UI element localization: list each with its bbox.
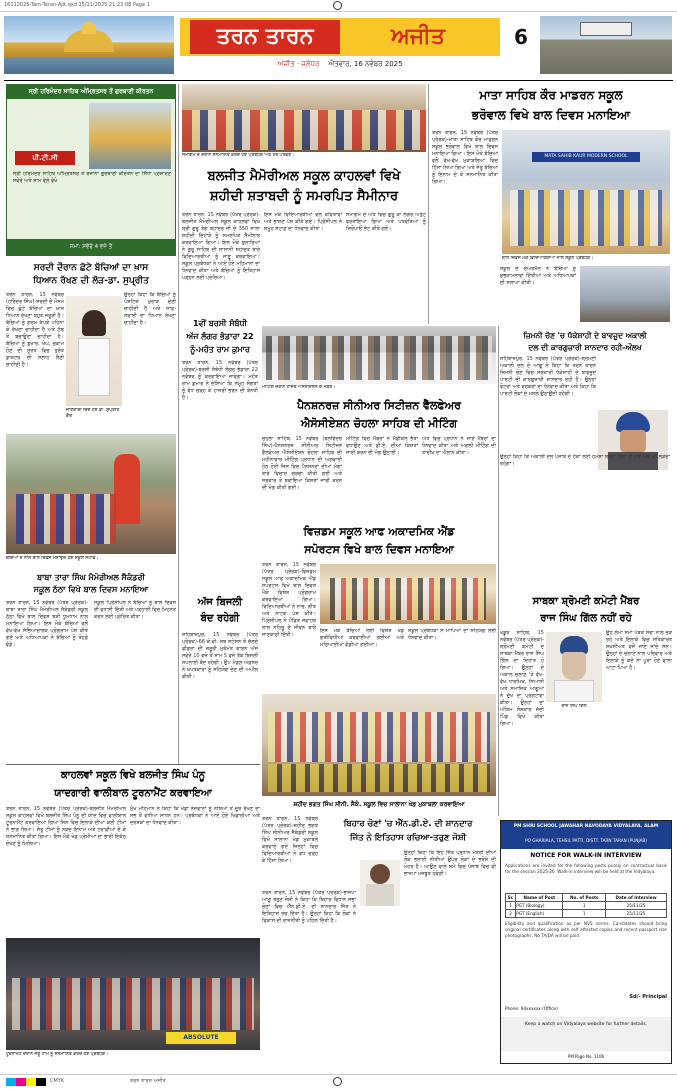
edition-label: ਅਜੀਤ [277, 60, 295, 68]
table-header-cell: No. of Posts [563, 894, 606, 902]
print-file-info: 16112025-Tarn-Taran-Ajit.qxd 15/11/2025 21:23:08 Page 1 [4, 2, 150, 8]
interview-ad-school: PM SHRI SCHOOL JAWAHAR NAVODAYA VIDYALAYA, ALAM [513, 824, 659, 829]
baba-tara-headline-2: ਸਕੂਲ ਠੱਠਾ ਵਿਖੇ ਬਾਲ ਦਿਵਸ ਮਨਾਇਆ [33, 585, 149, 594]
left-ad[interactable] [6, 84, 176, 256]
table-cell: 1 [563, 902, 606, 910]
table-row [506, 910, 667, 918]
baba-tara-body: ਤਰਨ ਤਾਰਨ, 15 ਨਵੰਬਰ (ਪੱਤਰ ਪ੍ਰੇਰਕ)-ਬਾਬਾ ਤਾਰਾ ਸਿੰਘ ਮੈਮੋਰੀਅਲ ਸੈਕੰਡਰੀ ਸਕੂਲ ਠੱਠਾ ਵਿਖੇ ਬਾਲ ਦਿਵਸ ਬੜੀ ਧੂਮਧਾਮ ਨਾਲ ਮਨਾਇਆ ਗਿਆ। ਇਸ ਮੌਕੇ ਬੱਚਿਆਂ ਵਲੋਂ ਵੱਖ-ਵੱਖ ਸੱਭਿਆਚਾਰਕ ਪ੍ਰੋਗਰਾਮ ਪੇਸ਼ ਕੀਤੇ ਗਏ ਅਤੇ ਅਧਿਆਪਕਾਂ ਨੇ ਬੱਚਿਆਂ ਨੂੰ ਤੋਹਫ਼ੇ ਵੰਡੇ। [6, 600, 88, 648]
pensioners-body-col2: ਮੀਟਿੰਗ ਵਿਚ ਮੈਂਬਰਾਂ ਨੇ ਮੈਡੀਕਲ ਭੱਤਾ ਵਧਾਉਣ ਅਤੇ ਡੀ.ਏ. ਦੀਆਂ ਕਿਸ਼ਤਾਂ ਜਾਰੀ ਕਰਨ ਦੀ ਮੰਗ ਉਠਾਈ। [346, 436, 418, 456]
volleyball-caption: ਟੂਰਨਾਮੈਂਟ ਦੌਰਾਨ ਜੇਤੂ ਟੀਮ ਨੂੰ ਸਨਮਾਨਿਤ ਕਰਦੇ ਹੋਏ ਪ੍ਰਬੰਧਕ। [6, 1052, 109, 1057]
winter-kids-caption: ਜਾਣਕਾਰੀ ਦਿੰਦੇ ਹੋਏ ਡਾ. ਸੁਪ੍ਰੀਤ ਕੌਰ [66, 408, 120, 419]
print-strip [0, 0, 677, 12]
baljit-seminar-photo [182, 84, 426, 152]
pensioners-headline-2: ਐਸੋਸੀਏਸ਼ਨ ਚੋਹਲਾ ਸਾਹਿਬ ਦੀ ਮੀਟਿੰਗ [301, 417, 457, 430]
table-row [506, 902, 667, 910]
baljit-seminar-body: ਤਰਨ ਤਾਰਨ, 15 ਨਵੰਬਰ (ਪੱਤਰ ਪ੍ਰੇਰਕ)-ਬਲਜੀਤ ਮੈਮੋਰੀਅਲ ਸਕੂਲ ਕਾਹਲਵਾਂ ਵਿਖੇ ਸ੍ਰੀ ਗੁਰੂ ਤੇਗ ਬਹਾਦਰ ਜੀ ਦੇ 350 ਸਾਲਾ ਸ਼ਹੀਦੀ ਦਿਹਾੜੇ ਨੂੰ ਸਮਰਪਿਤ ਸੈਮੀਨਾਰ ਕਰਵਾਇਆ ਗਿਆ। ਇਸ ਮੌਕੇ ਬੁਲਾਰਿਆਂ ਨੇ ਗੁਰੂ ਸਾਹਿਬ ਦੀ ਲਾਸਾਨੀ ਸ਼ਹਾਦਤ ਬਾਰੇ ਵਿਦਿਆਰਥੀਆਂ ਨੂੰ ਜਾਣੂ ਕਰਵਾਇਆ। ਸਕੂਲ ਪ੍ਰਬੰਧਕਾਂ ਨੇ ਆਏ ਹੋਏ ਮਹਿਮਾਨਾਂ ਦਾ ਧੰਨਵਾਦ ਕੀਤਾ ਅਤੇ ਬੱਚਿਆਂ ਨੂੰ ਇਤਿਹਾਸ ਪੜ੍ਹਨ ਲਈ ਪ੍ਰੇਰਿਆ। [182, 212, 260, 281]
sgpc-member-photo [546, 632, 602, 702]
interview-ad-header [501, 821, 671, 849]
interview-ad-ref: PM Page No. 1106 [567, 1054, 605, 1059]
masthead-rule [4, 80, 673, 81]
wisdom-body-col3: ਸਕੂਲ ਪ੍ਰਬੰਧਕਾਂ ਨੇ ਮਾਪਿਆਂ ਦਾ ਸਹਿਯੋਗ ਲਈ ਧੰਨਵਾਦ ਕੀਤਾ। [408, 628, 496, 641]
interview-ad-signature: Sd/- Principal [629, 994, 667, 1000]
interview-ad[interactable] [500, 820, 672, 1064]
winter-kids-body-col2: ਉਨ੍ਹਾਂ ਕਿਹਾ ਕਿ ਬੱਚਿਆਂ ਨੂੰ ਪੌਸ਼ਟਿਕ ਖੁਰਾਕ ਦੇਣੀ ਚਾਹੀਦੀ ਹੈ ਅਤੇ ਸਾਫ਼-ਸਫ਼ਾਈ ਦਾ ਧਿਆਨ ਰੱਖਣਾ ਚਾਹੀਦਾ ਹੈ। [124, 292, 176, 326]
bijli-headline-2: ਬੰਦ ਰਹੇਗੀ [200, 613, 240, 624]
masthead-banner [180, 18, 500, 56]
color-bar [6, 1078, 46, 1086]
table-header-cell: Date of Interview [606, 894, 667, 902]
building-image [540, 16, 672, 74]
mata-sahib-headline-2: ਭਰੋਵਾਲ ਵਿਖੇ ਬਾਲ ਦਿਵਸ ਮਨਾਇਆ [471, 108, 631, 122]
column-rule-2 [428, 84, 429, 324]
sgpc-body: ਖਡੂਰ ਸਾਹਿਬ, 15 ਨਵੰਬਰ (ਪੱਤਰ ਪ੍ਰੇਰਕ)-ਸ਼੍ਰੋਮਣੀ ਕਮੇਟੀ ਦੇ ਸਾਬਕਾ ਮੈਂਬਰ ਰਾਜ ਸਿੰਘ ਗਿੱਲ ਦਾ ਦਿਹਾਂਤ ਹੋ ਗਿਆ। ਉਨ੍ਹਾਂ ਦੇ ਅਕਾਲ ਚਲਾਣੇ 'ਤੇ ਵੱਖ-ਵੱਖ ਧਾਰਮਿਕ, ਸਿਆਸੀ ਅਤੇ ਸਮਾਜਿਕ ਆਗੂਆਂ ਨੇ ਦੁੱਖ ਦਾ ਪ੍ਰਗਟਾਵਾ ਕੀਤਾ। ਉਨ੍ਹਾਂ ਦਾ ਅੰਤਿਮ ਸੰਸਕਾਰ ਜੱਦੀ ਪਿੰਡ ਵਿਖੇ ਕੀਤਾ ਗਿਆ। [500, 630, 544, 727]
interview-ad-contact: Phone: 94xxxxxx (Office) [505, 1006, 558, 1011]
langar-body: ਤਰਨ ਤਾਰਨ, 15 ਨਵੰਬਰ (ਪੱਤਰ ਪ੍ਰੇਰਕ)-ਬਰਸੀ ਸੰਬੰਧੀ ਲੰਗਰ ਭੰਡਾਰਾ 22 ਨਵੰਬਰ ਨੂੰ ਕਰਵਾਇਆ ਜਾਵੇਗਾ। ਮਹੰਤ ਰਾਮ ਕੁਮਾਰ ਨੇ ਦੱਸਿਆ ਕਿ ਸਮੂਹ ਸੰਗਤਾਂ ਨੂੰ ਵੱਧ ਚੜ੍ਹ ਕੇ ਹਾਜ਼ਰੀ ਭਰਨ ਦੀ ਬੇਨਤੀ ਹੈ। [182, 360, 258, 401]
bijli-body: ਸ਼ਹਿਬਾਜ਼ਪੁਰ, 15 ਨਵੰਬਰ (ਪੱਤਰ ਪ੍ਰੇਰਕ)-66 ਕੇ.ਵੀ. ਸਬ ਸਟੇਸ਼ਨ ਤੋਂ ਚੱਲਦੇ ਫੀਡਰਾਂ ਦੀ ਜ਼ਰੂਰੀ ਮੁਰੰਮਤ ਕਾਰਨ ਅੱਜ ਸਵੇਰੇ 10 ਵਜੇ ਤੋਂ ਸ਼ਾਮ 5 ਵਜੇ ਤੱਕ ਬਿਜਲੀ ਸਪਲਾਈ ਬੰਦ ਰਹੇਗੀ। ਉਪ ਮੰਡਲ ਅਫ਼ਸਰ ਨੇ ਖ਼ਪਤਕਾਰਾਂ ਨੂੰ ਸਹਿਯੋਗ ਦੇਣ ਦੀ ਅਪੀਲ ਕੀਤੀ। [182, 632, 258, 680]
table-cell: 25/11/25 [606, 910, 667, 918]
footer-strip [0, 1074, 677, 1089]
masthead [0, 14, 677, 78]
baba-tara-body-col2: ਸਕੂਲ ਪ੍ਰਿੰਸੀਪਲ ਨੇ ਬੱਚਿਆਂ ਨੂੰ ਬਾਲ ਦਿਵਸ ਦੀ ਵਧਾਈ ਦਿੱਤੀ ਅਤੇ ਪੜ੍ਹਾਈ ਵਿਚ ਮਿਹਨਤ ਕਰਨ ਲਈ ਪ੍ਰੇਰਿਤ ਕੀਤਾ। [94, 600, 176, 620]
interview-ad-title: NOTICE FOR WALK-IN INTERVIEW [530, 852, 642, 859]
volleyball-body: ਤਰਨ ਤਾਰਨ, 15 ਨਵੰਬਰ (ਪੱਤਰ ਪ੍ਰੇਰਕ)-ਬਲਜੀਤ ਮੈਮੋਰੀਅਲ ਸਕੂਲ ਕਾਹਲਵਾਂ ਵਿਖੇ ਬਲਜੀਤ ਸਿੰਘ ਪੰਨੂ ਦੀ ਯਾਦ ਵਿਚ ਵਾਲੀਬਾਲ ਟੂਰਨਾਮੈਂਟ ਕਰਵਾਇਆ ਗਿਆ ਜਿਸ ਵਿਚ ਇਲਾਕੇ ਦੀਆਂ ਕਈ ਟੀਮਾਂ ਨੇ ਭਾਗ ਲਿਆ। ਜੇਤੂ ਟੀਮਾਂ ਨੂੰ ਨਕਦ ਇਨਾਮ ਅਤੇ ਟਰਾਫ਼ੀਆਂ ਦੇ ਕੇ ਸਨਮਾਨਿਤ ਕੀਤਾ ਗਿਆ। ਇਸ ਮੌਕੇ ਖੇਡ ਪ੍ਰੇਮੀਆਂ ਦਾ ਭਾਰੀ ਇਕੱਠ ਦੇਖਣ ਨੂੰ ਮਿਲਿਆ। [6, 806, 126, 847]
volleyball-headline-1: ਕਾਹਲਵਾਂ ਸਕੂਲ ਵਿਖੇ ਬਲਜੀਤ ਸਿੰਘ ਪੰਨੂ [60, 770, 206, 781]
shooting-body: ਤਰਨ ਤਾਰਨ, 15 ਨਵੰਬਰ (ਪੱਤਰ ਪ੍ਰੇਰਕ)-ਭਾਜਪਾ ਆਗੂ ਤਰੁਣ ਜੋਸ਼ੀ ਨੇ ਕਿਹਾ ਕਿ ਬਿਹਾਰ ਵਿਧਾਨ ਸਭਾ ਚੋਣਾਂ ਵਿਚ ਐੱਨ.ਡੀ.ਏ. ਦੀ ਸ਼ਾਨਦਾਰ ਜਿੱਤ ਨੇ ਇਤਿਹਾਸ ਰਚ ਦਿੱਤਾ ਹੈ। ਉਨ੍ਹਾਂ ਕਿਹਾ ਕਿ ਲੋਕਾਂ ਨੇ ਵਿਕਾਸ ਦੀ ਰਾਜਨੀਤੀ ਨੂੰ ਪਹਿਲ ਦਿੱਤੀ ਹੈ। [262, 890, 356, 924]
mata-sahib-body: ਤਰਨ ਤਾਰਨ, 15 ਨਵੰਬਰ (ਪੱਤਰ ਪ੍ਰੇਰਕ)-ਮਾਤਾ ਸਾਹਿਬ ਕੌਰ ਮਾਡਰਨ ਸਕੂਲ ਭਰੋਵਾਲ ਵਿਖੇ ਬਾਲ ਦਿਵਸ ਮਨਾਇਆ ਗਿਆ। ਇਸ ਮੌਕੇ ਬੱਚਿਆਂ ਵਲੋਂ ਵੱਖ-ਵੱਖ ਮੁਕਾਬਲਿਆਂ ਵਿਚ ਹਿੱਸਾ ਲਿਆ ਗਿਆ ਅਤੇ ਜੇਤੂ ਬੱਚਿਆਂ ਨੂੰ ਇਨਾਮ ਦੇ ਕੇ ਸਨਮਾਨਿਤ ਕੀਤਾ ਗਿਆ। [432, 130, 498, 185]
baljit-seminar-body-col2: ਇਸ ਮੌਕੇ ਵਿਦਿਆਰਥੀਆਂ ਵਲੋਂ ਕਵਿਤਾਵਾਂ ਅਤੇ ਭਾਸ਼ਣ ਪੇਸ਼ ਕੀਤੇ ਗਏ। ਪ੍ਰਿੰਸੀਪਲ ਨੇ ਸਮੂਹ ਸਟਾਫ਼ ਦਾ ਧੰਨਵਾਦ ਕੀਤਾ। [264, 212, 342, 232]
shooting-headline-2: ਜਿੱਤ ਨੇ ਇਤਿਹਾਸ ਰਚਿਆ-ਤਰੁਣ ਜੋਸ਼ੀ [349, 833, 467, 843]
bhagat-singh-photo [262, 694, 496, 796]
masthead-title-left: ਤਰਨ ਤਾਰਨ [190, 20, 340, 54]
left-ad-heading: ਸ੍ਰੀ ਹਰਿਮੰਦਰ ਸਾਹਿਬ ਅੰਮ੍ਰਿਤਸਰ ਤੋਂ ਗੁਰਬਾਣੀ ਕੀਰਤਨ [7, 85, 175, 99]
footer-page-ref: ਤਰਨ ਤਾਰਨ ਅਜੀਤ [130, 1078, 166, 1084]
table-cell: PGT (English) [516, 910, 563, 918]
bijli-headline-1: ਅੱਜ ਬਿਜਲੀ [197, 597, 243, 608]
wisdom-headline-1: ਵਿਜ਼ਡਮ ਸਕੂਲ ਆਫ ਅਕਾਦਮਿਕ ਐਂਡ [303, 525, 455, 538]
baba-tara-headline-1: ਬਾਬਾ ਤਾਰਾ ਸਿੰਘ ਮੈਮੋਰੀਅਲ ਸੈਕੰਡਰੀ [37, 573, 145, 582]
table-cell: 1 [506, 902, 516, 910]
sgpc-headline-1: ਸਾਬਕਾ ਸ਼੍ਰੋਮਣੀ ਕਮੇਟੀ ਮੈਂਬਰ [532, 596, 640, 607]
edition-city: ਜਲੰਧਰ [301, 60, 320, 68]
registration-mark-bottom [333, 1077, 342, 1086]
volleyball-top-rule [6, 764, 260, 765]
shooting-headline-1: ਬਿਹਾਰ ਚੋਣਾਂ 'ਚ ਐੱਨ.ਡੀ.ਏ. ਦੀ ਸ਼ਾਨਦਾਰ [343, 819, 473, 829]
table-cell: 25/11/25 [606, 902, 667, 910]
golden-temple-image [4, 16, 174, 74]
mata-sahib-photo-banner: MATA SAHIB KAUR MODERN SCHOOL [532, 152, 640, 162]
wisdom-headline-2: ਸਪੋਰਟਸ ਵਿਖੇ ਬਾਲ ਦਿਵਸ ਮਨਾਇਆ [304, 543, 454, 556]
shooting-body-col2: ਉਨ੍ਹਾਂ ਕਿਹਾ ਕਿ ਇਹ ਜਿੱਤ ਪ੍ਰਧਾਨ ਮੰਤਰੀ ਦੀਆਂ ਲੋਕ ਭਲਾਈ ਨੀਤੀਆਂ ਉਪਰ ਲੋਕਾਂ ਦੇ ਭਰੋਸੇ ਦੀ ਮੋਹਰ ਹੈ। ਆਉਣ ਵਾਲੇ ਸਮੇਂ ਵਿਚ ਪੰਜਾਬ ਵਿਚ ਵੀ ਭਾਜਪਾ ਮਜ਼ਬੂਤ ਹੋਵੇਗੀ। [404, 850, 496, 877]
winter-kids-photo [66, 296, 122, 406]
pensioners-headline-1: ਪੈਨਸ਼ਨਰਜ਼ ਸੀਨੀਅਰ ਸਿਟੀਜ਼ਨ ਵੈੱਲਫੇਅਰ [297, 399, 461, 412]
table-cell: 2 [506, 910, 516, 918]
interview-ad-address: PO GHARIALA, TEHSIL PATTI, DISTT. TARN TARAN (PUNJAB) [525, 838, 647, 843]
mata-sahib-body-col2: ਸਕੂਲ ਦੇ ਚੇਅਰਮੈਨ ਨੇ ਬੱਚਿਆਂ ਨੂੰ ਸ਼ੁਭਕਾਮਨਾਵਾਂ ਦਿੱਤੀਆਂ ਅਤੇ ਅਧਿਆਪਕਾਂ ਦੀ ਸ਼ਲਾਘਾ ਕੀਤੀ। [500, 266, 576, 286]
children-day-photo [6, 434, 176, 554]
sgpc-member-caption: ਰਾਜ ਸਿੰਘ ਗਿੱਲ [561, 704, 587, 709]
table-header-cell: Name of Post [516, 894, 563, 902]
color-bar-label: CMYK [50, 1078, 65, 1084]
left-ad-body: ਸ੍ਰੀ ਹਰਿਮੰਦਰ ਸਾਹਿਬ ਅੰਮ੍ਰਿਤਸਰ ਤੋਂ ਰੋਜ਼ਾਨਾ ਗੁਰਬਾਣੀ ਕੀਰਤਨ ਦਾ ਸਿੱਧਾ ਪ੍ਰਸਾਰਣ ਸਵੇਰੇ ਅਤੇ ਸ਼ਾਮ ਵੇਲੇ ਵੇਖੋ [13, 171, 171, 184]
interview-ad-footer: Keep a watch on Vidyalaya website for further details. [501, 1017, 671, 1051]
mata-sahib-caption: ਬਾਲ ਦਿਵਸ ਮੌਕੇ ਵਿਦਿਆਰਥੀਆਂ ਨਾਲ ਸਕੂਲ ਪ੍ਰਬੰਧਕ। [502, 256, 594, 261]
masthead-title-right: ਅਜੀਤ [391, 24, 445, 49]
langar-headline-1: 1ਵੀਂ ਬਰਸੀ ਸੰਬੰਧੀ [192, 319, 247, 328]
table-cell: PGT (Biology) [516, 902, 563, 910]
volleyball-photo [6, 938, 260, 1050]
table-header-cell: Sr. [506, 894, 516, 902]
sgpc-body-col2: ਉਹ ਲੰਮਾ ਸਮਾਂ ਪੰਥਕ ਸੇਵਾ ਨਾਲ ਜੁੜੇ ਰਹੇ ਅਤੇ ਇਲਾਕੇ ਵਿਚ ਸਤਿਕਾਰਤ ਸ਼ਖ਼ਸੀਅਤ ਵਜੋਂ ਜਾਣੇ ਜਾਂਦੇ ਸਨ। ਉਨ੍ਹਾਂ ਦੇ ਚਲਾਣੇ ਨਾਲ ਪਰਿਵਾਰ ਅਤੇ ਇਲਾਕੇ ਨੂੰ ਕਦੇ ਨਾ ਪੂਰਾ ਹੋਣ ਵਾਲਾ ਘਾਟਾ ਪਿਆ ਹੈ। [606, 630, 672, 671]
bhagat-singh-caption: ਸ਼ਹੀਦ ਭਗਤ ਸਿੰਘ ਸੀਨੀ. ਸੈਕੰ. ਸਕੂਲ ਵਿਚ ਸਾਲਾਨਾ ਖੇਡ ਮੁਕਾਬਲਾ ਕਰਵਾਇਆ [293, 801, 465, 808]
baljit-seminar-headline-1: ਬਲਜੀਤ ਮੈਮੋਰੀਅਲ ਸਕੂਲ ਕਾਹਲਵਾਂ ਵਿਖੇ [207, 169, 401, 184]
winter-kids-headline-2: ਧਿਆਨ ਰੱਖਣ ਦੀ ਲੋੜ-ਡਾ. ਸੁਪ੍ਰੀਤ [33, 276, 149, 286]
langar-headline-2: ਅੱਜ ਲੰਗਰ ਭੰਡਾਰਾ 22 [186, 332, 254, 341]
left-ad-footer: ਸਮਾਂ: ਸਵੇਰੇ 4 ਵਜੇ ਤੋਂ [7, 239, 175, 255]
akali-headline-2: ਦਲ ਦੀ ਕਾਰਗੁਜ਼ਾਰੀ ਸ਼ਾਨਦਾਰ ਰਹੀ-ਔਲਖ [528, 343, 642, 352]
mata-sahib-photo-2 [580, 266, 670, 322]
pensioners-body: ਚੋਹਲਾ ਸਾਹਿਬ, 15 ਨਵੰਬਰ (ਬਲਵਿੰਦਰ ਸਿੰਘ)-ਪੈਨਸ਼ਨਰਜ਼ ਸੀਨੀਅਰ ਸਿਟੀਜ਼ਨ ਵੈੱਲਫੇਅਰ ਐਸੋਸੀਏਸ਼ਨ ਚੋਹਲਾ ਸਾਹਿਬ ਦੀ ਮਹੀਨਾਵਾਰ ਮੀਟਿੰਗ ਪ੍ਰਧਾਨ ਦੀ ਅਗਵਾਈ ਹੇਠ ਹੋਈ ਜਿਸ ਵਿਚ ਪੈਨਸ਼ਨਰਾਂ ਦੀਆਂ ਮੰਗਾਂ ਬਾਰੇ ਵਿਚਾਰ ਚਰਚਾ ਕੀਤੀ ਗਈ ਅਤੇ ਸਰਕਾਰ ਤੋਂ ਬਕਾਇਆ ਕਿਸ਼ਤਾਂ ਜਾਰੀ ਕਰਨ ਦੀ ਮੰਗ ਕੀਤੀ ਗਈ। [262, 436, 342, 491]
edition-date: ਐਤਵਾਰ, 16 ਨਵੰਬਰ 2025 [328, 60, 403, 68]
left-ad-image [89, 103, 171, 169]
interview-ad-terms: Eligibility and qualification as per NVS norms. Candidates should bring original certificates along with self attested copies and recent passport size photographs. No TA/DA will be paid. [505, 921, 667, 938]
akali-body: ਸ਼ਹਿਬਾਜ਼ਪੁਰ, 15 ਨਵੰਬਰ (ਪੱਤਰ ਪ੍ਰੇਰਕ)-ਸ਼੍ਰੋਮਣੀ ਅਕਾਲੀ ਦਲ ਦੇ ਆਗੂ ਨੇ ਕਿਹਾ ਕਿ ਤਰਨ ਤਾਰਨ ਜ਼ਿਮਨੀ ਚੋਣ ਵਿਚ ਸਰਕਾਰੀ ਧੱਕੇਸ਼ਾਹੀ ਦੇ ਬਾਵਜੂਦ ਪਾਰਟੀ ਦੀ ਕਾਰਗੁਜ਼ਾਰੀ ਸ਼ਾਨਦਾਰ ਰਹੀ ਹੈ। ਉਨ੍ਹਾਂ ਵੋਟਰਾਂ ਅਤੇ ਵਰਕਰਾਂ ਦਾ ਧੰਨਵਾਦ ਕੀਤਾ ਅਤੇ ਕਿਹਾ ਕਿ ਪਾਰਟੀ ਲੋਕਾਂ ਦੇ ਮਸਲੇ ਉਠਾਉਂਦੀ ਰਹੇਗੀ। [500, 356, 596, 397]
volleyball-headline-2: ਯਾਦਗਾਰੀ ਵਾਲੀਬਾਲ ਟੂਰਨਾਮੈਂਟ ਕਰਵਾਇਆ [54, 788, 212, 799]
baljit-seminar-headline-2: ਸ਼ਹੀਦੀ ਸ਼ਤਾਬਦੀ ਨੂੰ ਸਮਰਪਿਤ ਸੈਮੀਨਾਰ [209, 189, 399, 204]
interview-ad-intro: Applications are invited for the following posts purely on contractual basis for the session 2025-26. Walk-in interview will be held at the Vidyalaya. [505, 863, 667, 874]
mata-sahib-photo [502, 130, 670, 254]
interview-ad-table-header [506, 894, 667, 902]
langar-headline-3: ਨੂੰ-ਮਹੰਤ ਰਾਮ ਕੁਮਾਰ [190, 345, 250, 354]
shooting-person-photo [360, 860, 400, 906]
akali-body-col2: ਉਨ੍ਹਾਂ ਕਿਹਾ ਕਿ ਅਕਾਲੀ ਦਲ ਪੰਜਾਬ ਦੇ ਹੱਕਾਂ ਲਈ ਹਮੇਸ਼ਾ ਲੜਦਾ ਰਿਹਾ ਹੈ ਅਤੇ ਅੱਗੇ ਵੀ ਲੜਦਾ ਰਹੇਗਾ। [500, 454, 670, 467]
table-cell: 1 [563, 910, 606, 918]
left-ad-badge: ਪੀ.ਟੀ.ਸੀ [15, 151, 75, 165]
column-rule-3 [498, 326, 499, 816]
baljit-seminar-body-col3: ਸਮਾਗਮ ਦੇ ਅੰਤ ਵਿਚ ਗੁਰੂ ਕਾ ਲੰਗਰ ਅਤੁੱਟ ਵਰਤਾਇਆ ਗਿਆ ਅਤੇ ਪਤਵੰਤਿਆਂ ਨੂੰ ਸਿਰੋਪਾਓ ਭੇਟ ਕੀਤੇ ਗਏ। [346, 212, 426, 232]
akali-headline-1: ਜ਼ਿਮਨੀ ਚੋਣ 'ਚ ਧੱਕੇਸ਼ਾਹੀ ਦੇ ਬਾਵਜੂਦ ਅਕਾਲੀ [523, 331, 647, 340]
pensioners-caption: ਮੀਟਿੰਗ ਦੌਰਾਨ ਹਾਜ਼ਰ ਐਸੋਸੀਏਸ਼ਨ ਦੇ ਮੈਂਬਰ। [262, 385, 336, 390]
children-day-caption: ਬੱਚਿਆਂ ਦੇ ਨਾਲ ਬਾਲ ਦਿਵਸ ਮਨਾਉਂਦੇ ਹੋਏ ਸਕੂਲ ਸਟਾਫ਼। [6, 556, 99, 561]
volleyball-banner: ABSOLUTE [166, 1032, 236, 1044]
pensioners-photo [262, 326, 496, 384]
volleyball-body-col2: ਮੁੱਖ ਮਹਿਮਾਨ ਨੇ ਕਿਹਾ ਕਿ ਖੇਡਾਂ ਨੌਜਵਾਨਾਂ ਨੂੰ ਨਸ਼ਿਆਂ ਤੋਂ ਦੂਰ ਰੱਖਣ ਦਾ ਸਭ ਤੋਂ ਵਧੀਆ ਸਾਧਨ ਹਨ। ਪ੍ਰਬੰਧਕਾਂ ਨੇ ਆਏ ਹੋਏ ਖਿਡਾਰੀਆਂ ਅਤੇ ਦਰਸ਼ਕਾਂ ਦਾ ਧੰਨਵਾਦ ਕੀਤਾ। [130, 806, 260, 826]
wisdom-body-col2: ਇਸ ਮੌਕੇ ਬੱਚਿਆਂ ਲਈ ਵਿਸ਼ੇਸ਼ ਖੇਡ ਗਤੀਵਿਧੀਆਂ ਕਰਵਾਈਆਂ ਗਈਆਂ ਅਤੇ ਮਠਿਆਈਆਂ ਵੰਡੀਆਂ ਗਈਆਂ। [320, 628, 404, 648]
bhagat-singh-body: ਤਰਨ ਤਾਰਨ, 15 ਨਵੰਬਰ (ਪੱਤਰ ਪ੍ਰੇਰਕ)-ਸ਼ਹੀਦ ਭਗਤ ਸਿੰਘ ਸੀਨੀਅਰ ਸੈਕੰਡਰੀ ਸਕੂਲ ਵਿਖੇ ਸਾਲਾਨਾ ਖੇਡ ਮੁਕਾਬਲੇ ਕਰਵਾਏ ਗਏ ਜਿਨ੍ਹਾਂ ਵਿਚ ਵਿਦਿਆਰਥੀਆਂ ਨੇ ਵਧ ਚੜ੍ਹ ਕੇ ਹਿੱਸਾ ਲਿਆ। [262, 816, 318, 864]
pensioners-body-col3: ਅੰਤ ਵਿਚ ਪ੍ਰਧਾਨ ਨੇ ਸਾਰੇ ਮੈਂਬਰਾਂ ਦਾ ਧੰਨਵਾਦ ਕੀਤਾ ਅਤੇ ਅਗਲੀ ਮੀਟਿੰਗ ਦੀ ਤਾਰੀਖ਼ ਦਾ ਐਲਾਨ ਕੀਤਾ। [422, 436, 496, 456]
masthead-date-bar: ਅਜੀਤ · ਜਲੰਧਰ ਐਤਵਾਰ, 16 ਨਵੰਬਰ 2025 [277, 60, 403, 68]
baljit-seminar-caption: ਸਮਾਗਮ ਦੇ ਦੌਰਾਨ ਸਨਮਾਨਿਤ ਕਰਦੇ ਹੋਏ ਪ੍ਰਬੰਧਕ ਅਤੇ ਹੋਰ ਪਤਵੰਤੇ। [182, 153, 295, 158]
winter-kids-headline-1: ਸਰਦੀ ਦੌਰਾਨ ਛੋਟੇ ਬੱਚਿਆਂ ਦਾ ਖ਼ਾਸ [33, 263, 149, 273]
winter-kids-body: ਤਰਨ ਤਾਰਨ, 15 ਨਵੰਬਰ (ਹਰਿੰਦਰ ਸਿੰਘ)-ਸਰਦੀ ਦੇ ਮੌਸਮ ਵਿਚ ਛੋਟੇ ਬੱਚਿਆਂ ਦਾ ਖ਼ਾਸ ਧਿਆਨ ਰੱਖਣਾ ਬਹੁਤ ਜ਼ਰੂਰੀ ਹੈ। ਬੱਚਿਆਂ ਨੂੰ ਗਰਮ ਕੱਪੜੇ ਪਹਿਨਾ ਕੇ ਰੱਖਣਾ ਚਾਹੀਦਾ ਹੈ ਅਤੇ ਠੰਢ ਤੋਂ ਬਚਾਉਣਾ ਚਾਹੀਦਾ ਹੈ। ਬੱਚਿਆਂ ਨੂੰ ਬੁਖਾਰ, ਖੰਘ, ਜ਼ੁਕਾਮ ਹੋਣ ਦੀ ਸੂਰਤ ਵਿਚ ਤੁਰੰਤ ਡਾਕਟਰ ਦੀ ਸਲਾਹ ਲੈਣੀ ਚਾਹੀਦੀ ਹੈ। [6, 292, 64, 368]
page-number: 6 [514, 25, 528, 49]
wisdom-photo [320, 564, 496, 624]
interview-ad-table [505, 893, 667, 918]
sgpc-headline-2: ਰਾਜ ਸਿੰਘ ਗਿੱਲ ਨਹੀਂ ਰਹੇ [540, 613, 632, 624]
wisdom-body: ਤਰਨ ਤਾਰਨ, 15 ਨਵੰਬਰ (ਪੱਤਰ ਪ੍ਰੇਰਕ)-ਵਿਜ਼ਡਮ ਸਕੂਲ ਆਫ ਅਕਾਦਮਿਕ ਐਂਡ ਸਪੋਰਟਸ ਵਿਖੇ ਬਾਲ ਦਿਵਸ ਮੌਕੇ ਵਿਸ਼ੇਸ਼ ਪ੍ਰੋਗਰਾਮ ਕਰਵਾਇਆ ਗਿਆ। ਵਿਦਿਆਰਥੀਆਂ ਨੇ ਨਾਚ, ਗੀਤ ਅਤੇ ਨਾਟਕ ਪੇਸ਼ ਕੀਤੇ। ਪ੍ਰਿੰਸੀਪਲ ਨੇ ਪੰਡਿਤ ਜਵਾਹਰ ਲਾਲ ਨਹਿਰੂ ਦੇ ਜੀਵਨ ਬਾਰੇ ਜਾਣਕਾਰੀ ਦਿੱਤੀ। [262, 562, 316, 638]
column-rule-1 [178, 84, 179, 764]
mata-sahib-headline-1: ਮਾਤਾ ਸਾਹਿਬ ਕੌਰ ਮਾਡਰਨ ਸਕੂਲ [479, 88, 623, 102]
registration-mark [333, 1, 342, 10]
